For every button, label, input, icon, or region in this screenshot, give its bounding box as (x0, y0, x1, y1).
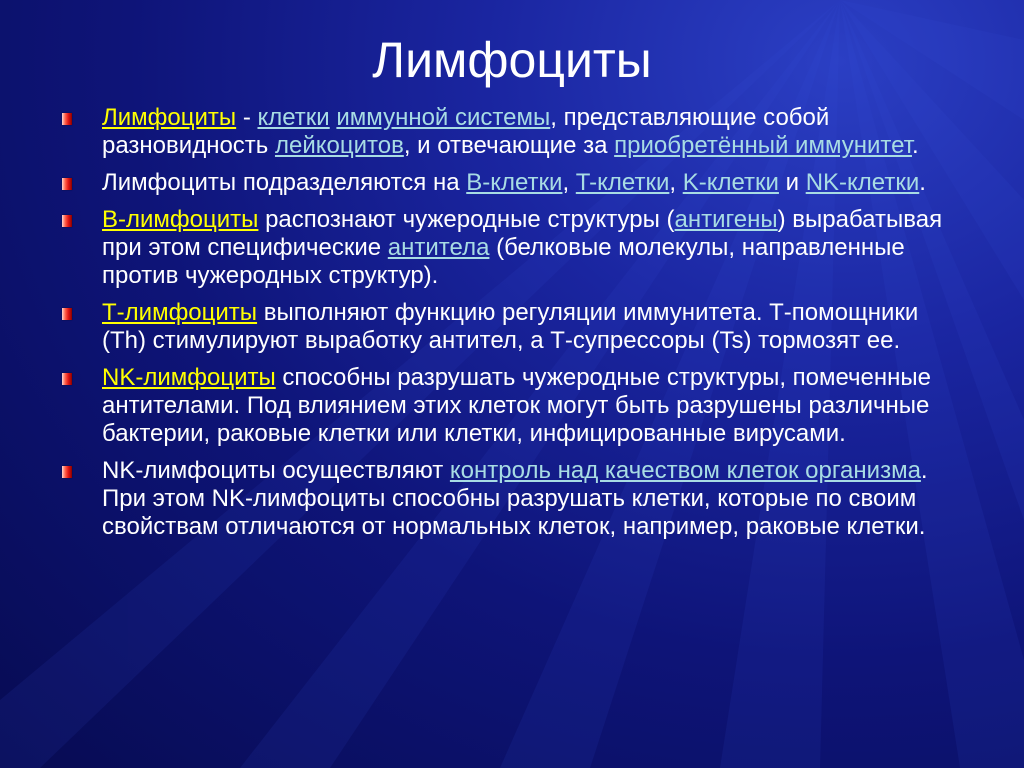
bullet-item (62, 457, 962, 541)
bullet-square-icon (62, 215, 72, 227)
text-run: , и отвечающие за (403, 132, 615, 159)
text-run: выполняют функцию регуляции иммунитета. Т-помощники (Th) стимулируют выработку антител, а Т-супрессоры (Ts) тормозят ее. (102, 299, 919, 354)
hyperlink[interactable]: K-клетки (682, 169, 779, 196)
bullet-text (102, 457, 962, 541)
text-run: NK-лимфоциты осуществляют (102, 457, 450, 484)
bullet-text (102, 206, 962, 290)
hyperlink[interactable]: NK-клетки (805, 169, 920, 196)
highlighted-term[interactable]: Т-лимфоциты (102, 299, 258, 326)
bullet-text (102, 169, 962, 197)
bullet-square-icon (62, 113, 72, 125)
highlighted-term[interactable]: NK-лимфоциты (102, 364, 276, 391)
hyperlink[interactable]: иммунной системы (336, 104, 551, 131)
text-run: . (911, 132, 919, 159)
bullet-text (102, 364, 962, 448)
hyperlink[interactable]: антитела (387, 234, 490, 261)
bullet-item (62, 206, 962, 290)
text-run: ) вырабатывая при этом специфические (102, 206, 943, 261)
hyperlink[interactable]: приобретённый иммунитет (614, 132, 912, 159)
text-run: - (236, 104, 258, 131)
bullet-list (62, 104, 962, 550)
hyperlink[interactable]: антигены (674, 206, 778, 233)
text-run: и (778, 169, 806, 196)
hyperlink[interactable]: T-клетки (575, 169, 670, 196)
text-run: , (562, 169, 576, 196)
bullet-item (62, 169, 962, 197)
slide-title: Лимфоциты (372, 32, 652, 88)
text-run: Лимфоциты подразделяются на (102, 169, 467, 196)
bullet-square-icon (62, 308, 72, 320)
text-run: , (669, 169, 683, 196)
text-run: распознают чужеродные структуры ( (258, 206, 675, 233)
hyperlink[interactable]: контроль над качеством клеток организма (449, 457, 921, 484)
highlighted-term[interactable]: В-лимфоциты (102, 206, 259, 233)
highlighted-term[interactable]: Лимфоциты (102, 104, 237, 131)
text-run: , представляющие собой разновидность (102, 104, 830, 159)
bullet-square-icon (62, 373, 72, 385)
hyperlink[interactable]: клетки (257, 104, 330, 131)
bullet-text (102, 104, 962, 160)
text-run: способны разрушать чужеродные структуры, помеченные антителами. Под влиянием этих клеток могут быть разрушены различные бактерии, раковые клетки или клетки, инфицированные вирусами. (102, 364, 932, 447)
bullet-square-icon (62, 466, 72, 478)
hyperlink[interactable]: B-клетки (466, 169, 563, 196)
text-run: . (919, 169, 926, 196)
bullet-text (102, 299, 962, 355)
bullet-item (62, 364, 962, 448)
bullet-item (62, 104, 962, 160)
text-run: (белковые молекулы, направленные против чужеродных структур). (102, 234, 905, 289)
bullet-item (62, 299, 962, 355)
bullet-square-icon (62, 178, 72, 190)
hyperlink[interactable]: лейкоцитов (274, 132, 404, 159)
text-run: . При этом NK-лимфоциты способны разрушать клетки, которые по своим свойствам отличаются от нормальных клеток, например, раковые клетки. (102, 457, 928, 540)
